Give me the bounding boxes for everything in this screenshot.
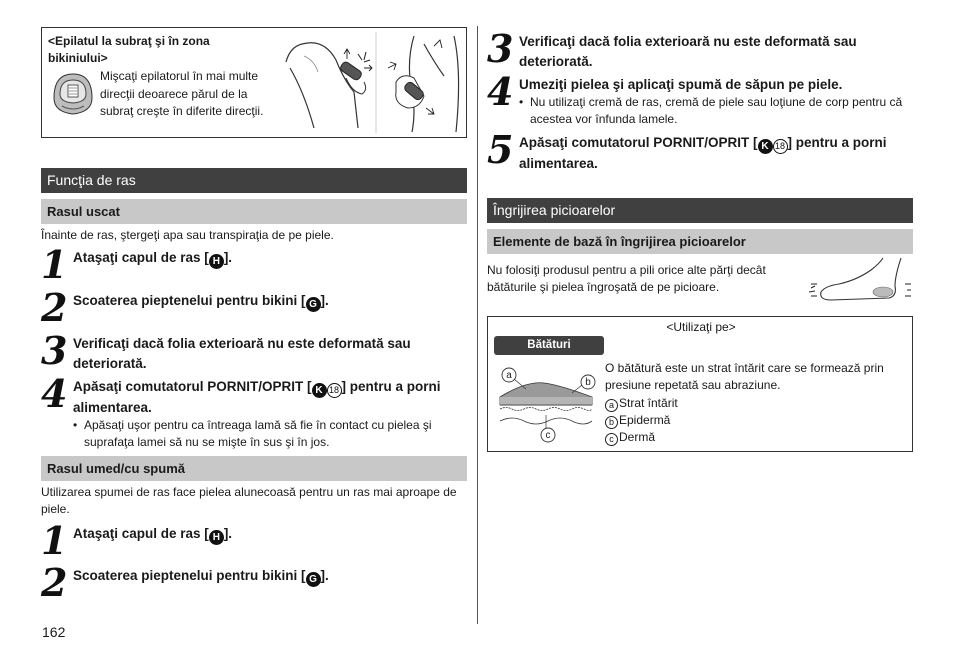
step-text: Umeziţi pielea şi aplicaţi spumă de săpun pe piele. bbox=[519, 77, 843, 92]
step-number: 2 bbox=[41, 285, 68, 330]
badge-h-icon: H bbox=[209, 530, 224, 545]
tip-text: Mişcaţi epilatorul în mai multe direcţii deoarece părul de la subraţ creşte în diferite direcţii. bbox=[100, 69, 264, 118]
step-number: 3 bbox=[41, 328, 68, 373]
dry-step-3 bbox=[41, 328, 467, 374]
ref-18-icon: 18 bbox=[327, 383, 342, 398]
step-note: • Apăsaţi uşor pentru ca întreaga lamă să fie în contact cu pielea şi suprafaţa lamei să nu se mişte în sus şi în jos. bbox=[73, 418, 432, 449]
step-number: 4 bbox=[487, 69, 514, 114]
legend-item-c: c Dermă bbox=[605, 429, 655, 446]
legend-key: c bbox=[605, 433, 618, 446]
legend-item-a: a Strat întărit bbox=[605, 395, 678, 412]
dry-step-2: 2 Scoaterea pieptenelui pentru bikini [ G ]. bbox=[41, 285, 329, 330]
callus-badge: Bătături bbox=[494, 336, 604, 355]
dry-intro: Înainte de ras, ştergeţi apa sau transpiraţia de pe piele. bbox=[41, 228, 334, 242]
legend-key: a bbox=[605, 399, 618, 412]
wet-intro: Utilizarea spumei de ras face pielea alunecoasă pentru un ras mai aproape de piele. bbox=[41, 485, 457, 516]
ref-18-icon: 18 bbox=[773, 139, 788, 154]
foot-illustration bbox=[809, 256, 913, 311]
badge-h-icon: H bbox=[209, 254, 224, 269]
subsection-dry-title: Rasul uscat bbox=[41, 199, 467, 224]
wet-step-5: 5 Apăsaţi comutatorul PORNIT/OPRIT [ K 18 ] pentru a porni alimentarea. bbox=[487, 127, 887, 172]
badge-k-icon: K bbox=[312, 383, 327, 398]
epilation-illustration bbox=[284, 32, 464, 138]
badge-g-icon: G bbox=[306, 297, 321, 312]
column-divider bbox=[477, 26, 478, 624]
step-note: • Nu utilizaţi cremă de ras, cremă de piele sau loţiune de corp pentru că acestea vor înfunda lamele. bbox=[519, 95, 903, 126]
step-text: Verificaţi dacă folia exterioară nu este deformată sau deteriorată. bbox=[519, 34, 857, 69]
subsection-wet-title: Rasul umed/cu spumă bbox=[41, 456, 467, 481]
wet-step-1: 1 Ataşaţi capul de ras [ H ]. bbox=[41, 518, 233, 563]
tip-title: <Epilatul la subraţ şi în zona bikiniului> bbox=[48, 34, 210, 65]
step-number: 4 bbox=[41, 371, 68, 416]
section-foot-care-title: Îngrijirea picioarelor bbox=[487, 198, 913, 223]
step-number: 5 bbox=[487, 127, 514, 172]
step-number: 1 bbox=[41, 518, 68, 563]
wet-step-3 bbox=[487, 26, 913, 72]
use-on-label: <Utilizaţi pe> bbox=[666, 320, 736, 334]
callus-info-box bbox=[487, 316, 913, 452]
badge-g-icon: G bbox=[306, 572, 321, 587]
wet-step-4 bbox=[487, 69, 913, 131]
step-text: Verificaţi dacă folia exterioară nu este deformată sau deteriorată. bbox=[73, 336, 411, 371]
callus-description: O bătătură este un strat întărit care se formează prin presiune repetată sau abraziune. bbox=[605, 361, 884, 392]
svg-text:a: a bbox=[506, 370, 512, 381]
dry-step-1: 1 Ataşaţi capul de ras [ H ]. bbox=[41, 242, 233, 287]
tip-box bbox=[41, 27, 467, 138]
svg-text:c: c bbox=[545, 430, 551, 441]
subsection-foot-basics-title: Elemente de bază în îngrijirea picioarelor bbox=[487, 229, 913, 254]
svg-text:b: b bbox=[585, 377, 591, 388]
tip-bulb-icon bbox=[50, 68, 96, 123]
skin-layers-diagram bbox=[496, 365, 600, 450]
step-number: 3 bbox=[487, 26, 514, 71]
step-number: 1 bbox=[41, 242, 68, 287]
section-shaving-title: Funcţia de ras bbox=[41, 168, 467, 193]
step-number: 2 bbox=[41, 560, 68, 605]
legend-key: b bbox=[605, 416, 618, 429]
foot-intro: Nu folosiţi produsul pentru a pili orice alte părţi decât bătăturile şi pielea îngroşată de pe picioare. bbox=[487, 263, 766, 294]
legend-item-b: b Epidermă bbox=[605, 412, 670, 429]
page-number: 162 bbox=[42, 624, 66, 640]
wet-step-2: 2 Scoaterea pieptenelui pentru bikini [ G ]. bbox=[41, 560, 329, 605]
badge-k-icon: K bbox=[758, 139, 773, 154]
dry-step-4: 4 Apăsaţi comutatorul PORNIT/OPRIT [ K 18 ] pentru a porni alimentarea. • Apăsaţi uşor pentru ca întreaga lamă să fie în contact cu pielea şi suprafaţa lamei să nu se mişte în sus şi în jos. bbox=[41, 377, 467, 455]
